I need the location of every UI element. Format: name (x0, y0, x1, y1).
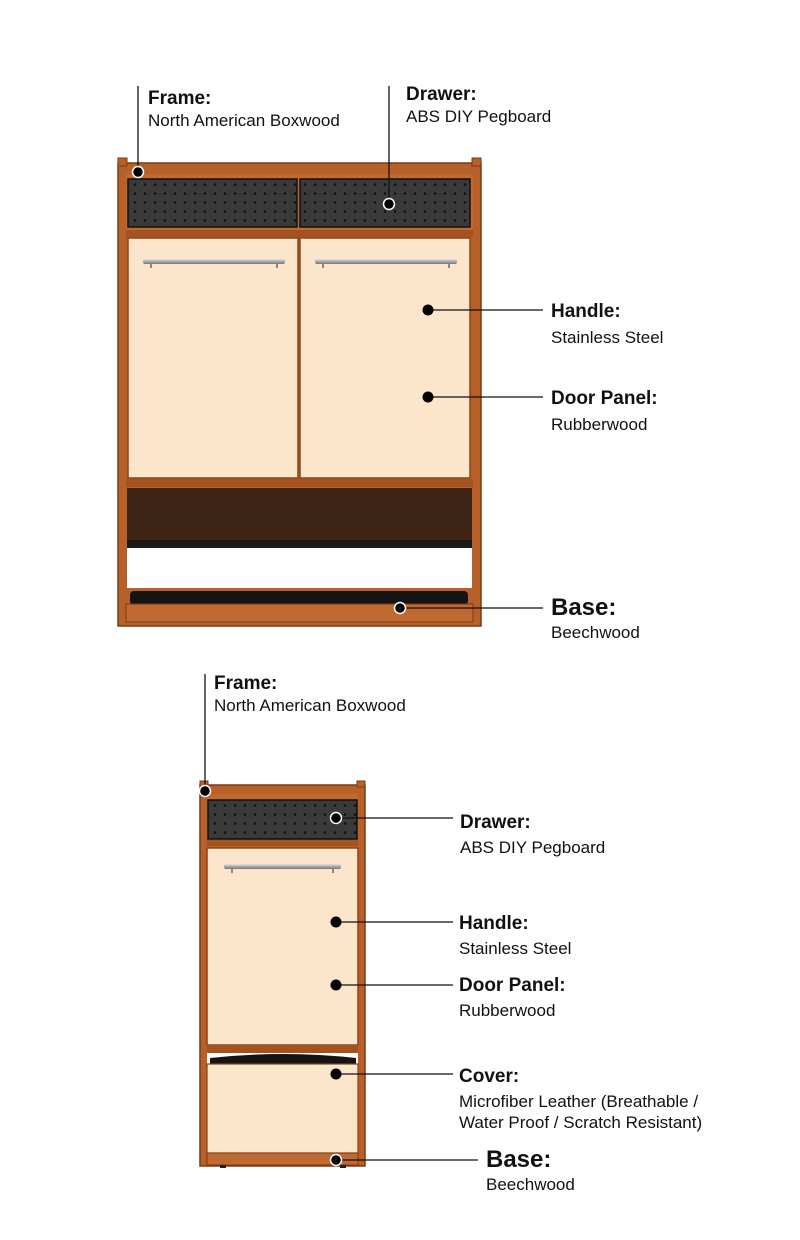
top-handle-marker (423, 305, 434, 316)
bottom-handle-title: Handle: (459, 913, 529, 934)
bottom-cover-label (459, 1066, 702, 1133)
top-handle-label (551, 301, 663, 348)
top-door-material: Rubberwood (551, 415, 648, 434)
top-drawer-label (406, 84, 551, 127)
top-base-label (551, 594, 640, 643)
top-door-right (300, 238, 470, 478)
bottom-base-label (486, 1146, 575, 1195)
top-cushion (130, 591, 468, 605)
top-frame-material: North American Boxwood (148, 111, 340, 130)
top-base-title: Base: (551, 594, 617, 621)
bottom-drawer-material: ABS DIY Pegboard (460, 838, 606, 857)
top-base (126, 604, 473, 622)
bottom-frame-marker (200, 786, 211, 797)
top-drawer-material: ABS DIY Pegboard (406, 107, 552, 126)
bottom-door-marker (331, 980, 342, 991)
top-frame-label (148, 88, 340, 131)
bottom-base-marker (331, 1155, 342, 1166)
bottom-drawer-label (460, 812, 605, 858)
bottom-frame-title: Frame: (214, 673, 278, 694)
top-drawer-title: Drawer: (406, 84, 477, 105)
top-door-title: Door Panel: (551, 388, 658, 409)
top-drawer-left (128, 179, 297, 227)
top-base-material: Beechwood (551, 623, 640, 642)
bottom-drawer-marker (331, 813, 342, 824)
bottom-cover-material-line1: Microfiber Leather (Breathable / (459, 1092, 699, 1111)
top-frame-marker (133, 167, 144, 178)
top-base-marker (395, 603, 406, 614)
top-handle-title: Handle: (551, 301, 621, 322)
top-door-left (128, 238, 298, 478)
top-door-label (551, 388, 658, 435)
top-frame-title: Frame: (148, 88, 212, 109)
top-open-shelf (127, 488, 472, 543)
bottom-cabinet (200, 781, 365, 1168)
bottom-door-label (459, 975, 566, 1021)
bottom-base-material: Beechwood (486, 1175, 575, 1194)
bottom-cover-material-line2: Water Proof / Scratch Resistant) (459, 1113, 703, 1132)
bottom-door (207, 848, 358, 1045)
bottom-cover-title: Cover: (459, 1066, 520, 1087)
bottom-handle-label (459, 913, 571, 959)
bottom-drawer-title: Drawer: (460, 812, 531, 833)
bottom-frame-label (214, 673, 406, 716)
bottom-handle-material: Stainless Steel (459, 939, 572, 958)
top-handle-right (315, 259, 457, 264)
bottom-door-title: Door Panel: (459, 975, 566, 996)
top-handle-left (143, 259, 285, 264)
top-door-marker (423, 392, 434, 403)
top-handle-material: Stainless Steel (551, 328, 664, 347)
bottom-base-title: Base: (486, 1146, 552, 1173)
bottom-frame-material: North American Boxwood (214, 696, 406, 715)
bottom-handle-marker (331, 917, 342, 928)
bottom-cover-marker (331, 1069, 342, 1080)
bottom-door-material: Rubberwood (459, 1001, 556, 1020)
bottom-handle (224, 864, 341, 869)
top-drawer-marker (384, 199, 395, 210)
